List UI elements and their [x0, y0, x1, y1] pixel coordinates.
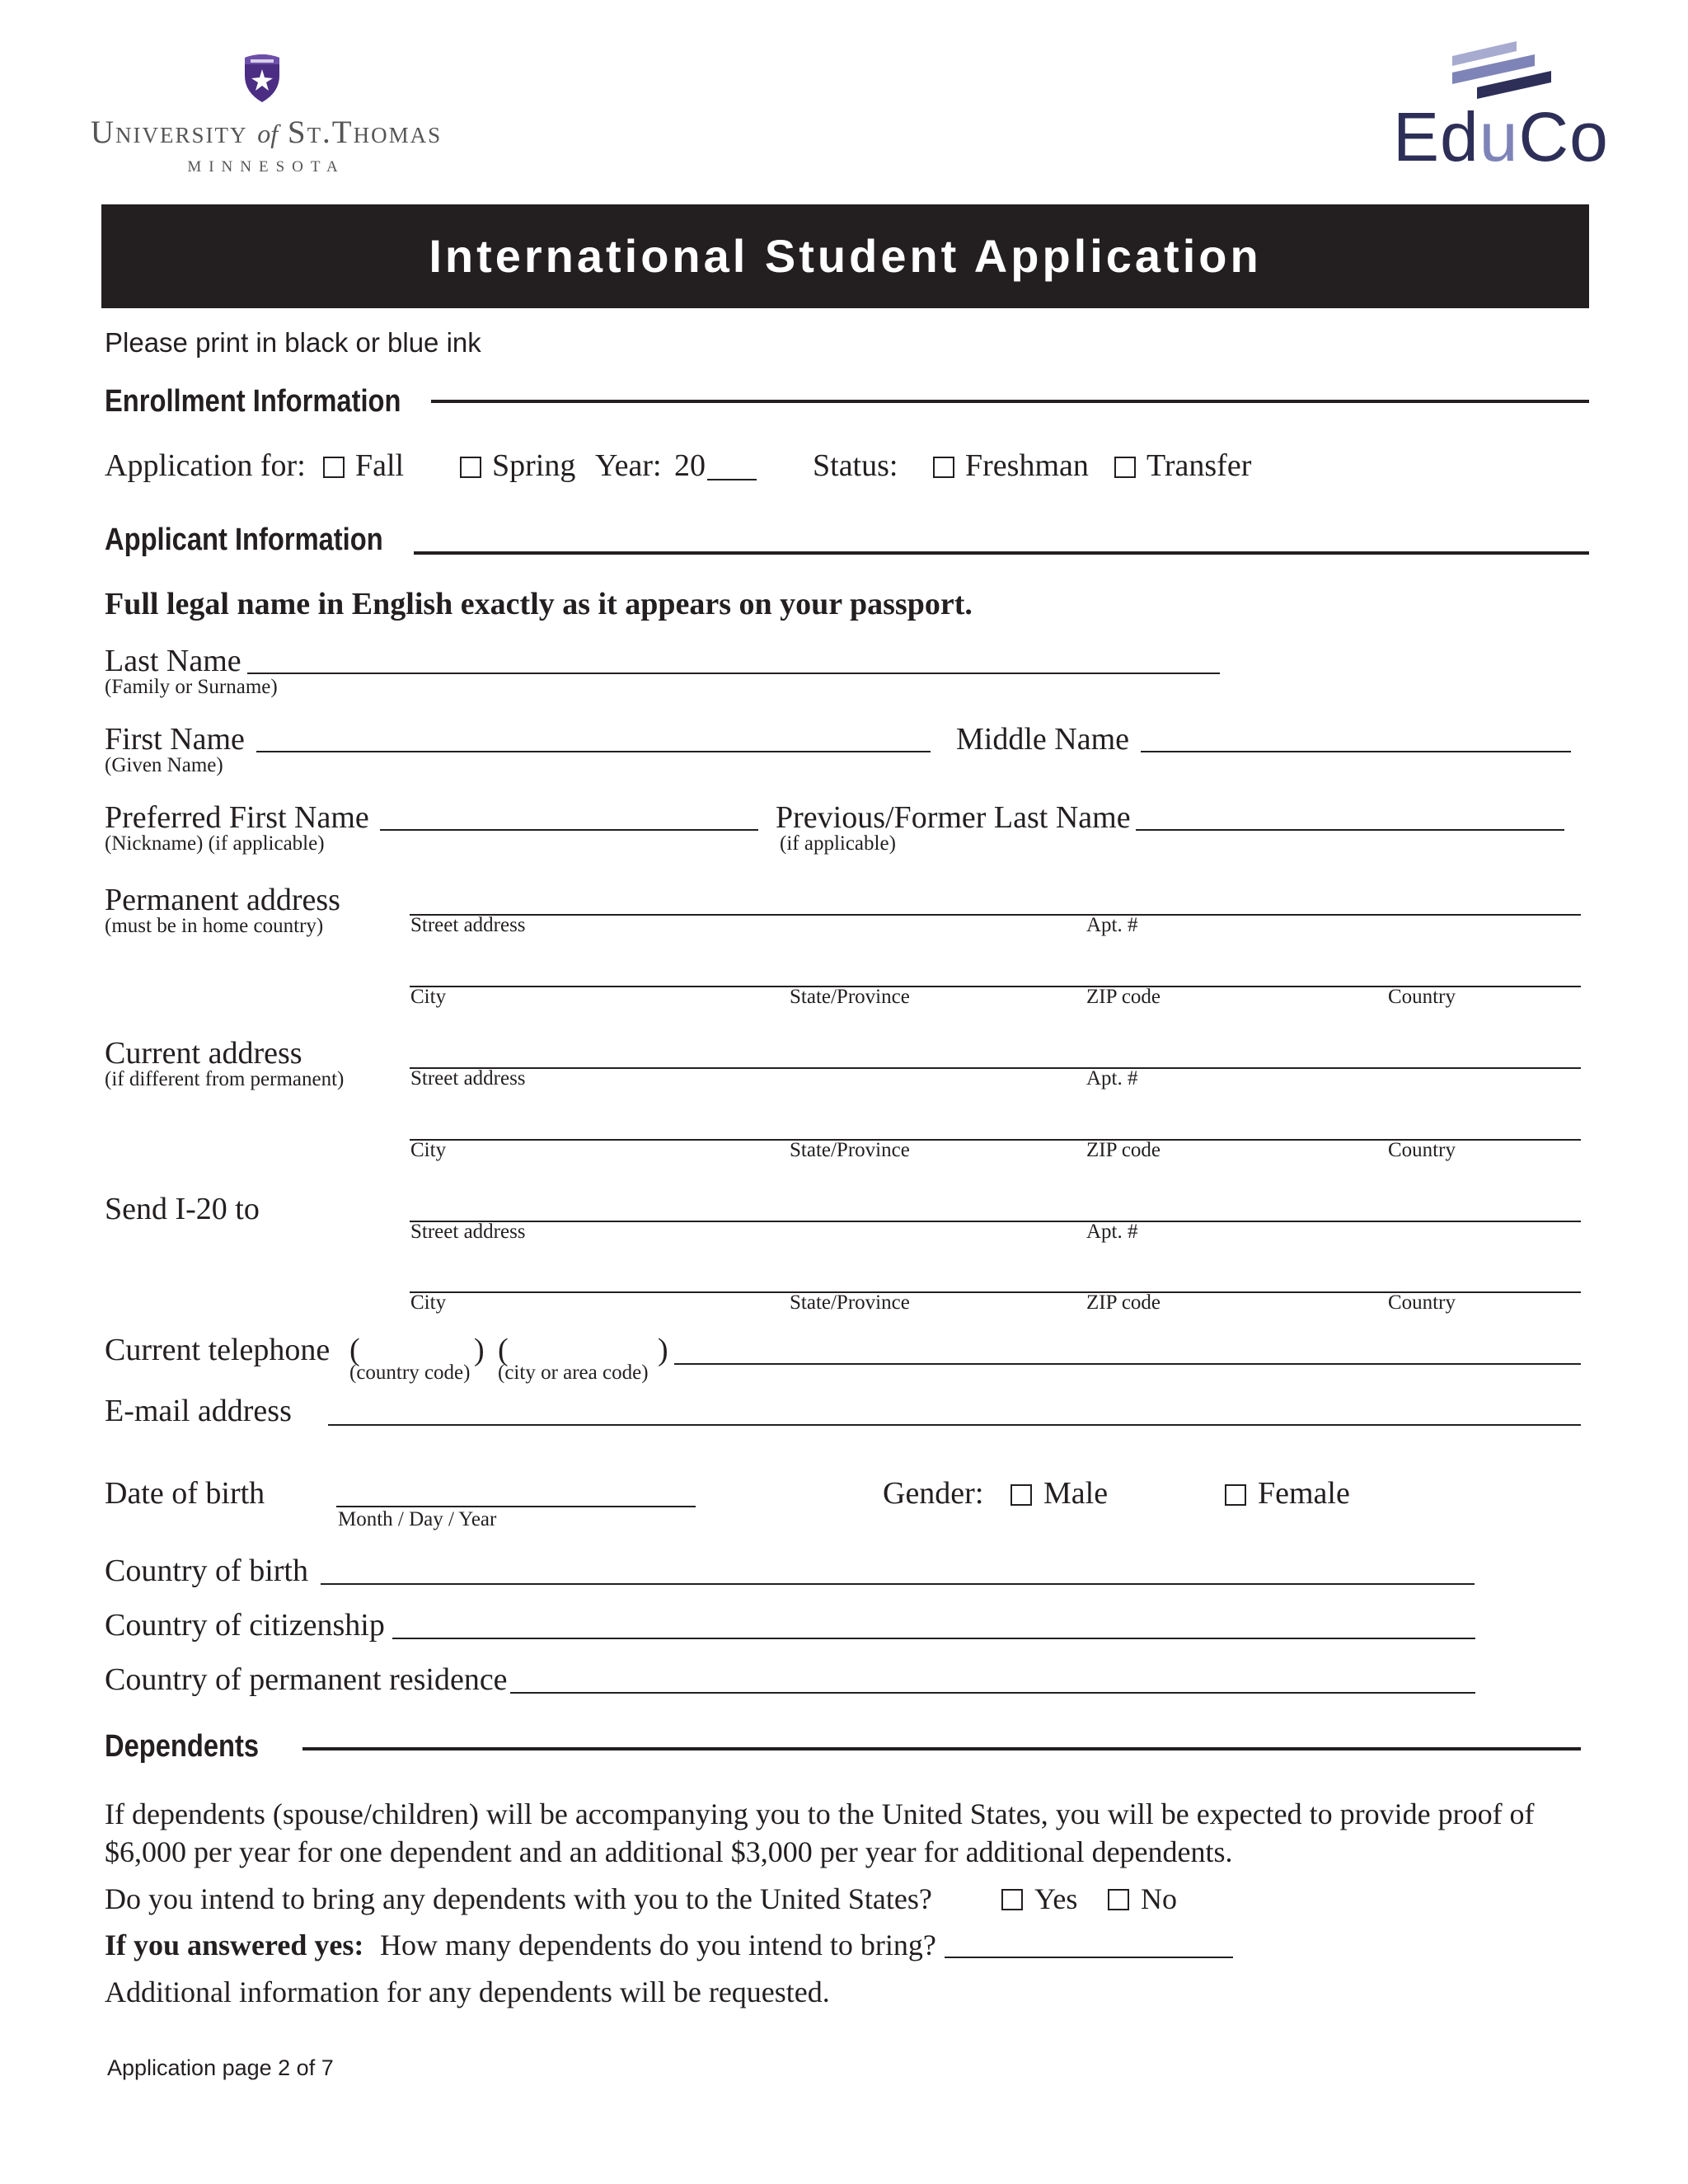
- how-many-input[interactable]: [945, 1957, 1233, 1958]
- middle-name-input[interactable]: [1141, 751, 1571, 752]
- dependents-yes-label: Yes: [1034, 1882, 1078, 1915]
- ust-name-part1: University: [90, 115, 248, 150]
- last-name-label: Last Name: [105, 644, 241, 678]
- year-label: Year:: [595, 448, 662, 483]
- fall-checkbox[interactable]: [323, 457, 345, 478]
- country-citizenship-label: Country of citizenship: [105, 1608, 385, 1643]
- country-code-paren-close: ): [474, 1333, 485, 1367]
- preferred-name-input[interactable]: [380, 829, 758, 831]
- dependents-no-label: No: [1141, 1882, 1177, 1915]
- status-label: Status:: [813, 448, 898, 483]
- male-label: Male: [1043, 1476, 1109, 1511]
- country-code-sub: (country code): [349, 1361, 471, 1384]
- name-instruction: Full legal name in English exactly as it appears on your passport.: [105, 587, 973, 621]
- i20-country-label: Country: [1388, 1291, 1456, 1314]
- spring-label: Spring: [492, 448, 576, 483]
- how-many-question: How many dependents do you intend to bring?: [380, 1929, 936, 1961]
- page-title: International Student Application: [429, 230, 1262, 282]
- ink-note: Please print in black or blue ink: [105, 327, 481, 358]
- country-citizenship-input[interactable]: [392, 1638, 1475, 1639]
- last-name-input[interactable]: [247, 673, 1220, 674]
- i20-street-label: Street address: [410, 1221, 526, 1243]
- permanent-street-label: Street address: [410, 914, 526, 936]
- permanent-state-label: State/Province: [790, 986, 910, 1008]
- dependents-paragraph-line2: $6,000 per year for one dependent and an additional $3,000 per year for additional dependents.: [105, 1835, 1233, 1868]
- dob-label: Date of birth: [105, 1476, 265, 1511]
- current-zip-label: ZIP code: [1086, 1139, 1161, 1161]
- country-residence-label: Country of permanent residence: [105, 1662, 508, 1697]
- ust-logo: [73, 49, 460, 181]
- area-code-sub: (city or area code): [498, 1361, 649, 1384]
- preferred-name-sub: (Nickname) (if applicable): [105, 832, 325, 855]
- current-address-sub: (if different from permanent): [105, 1068, 345, 1090]
- year-input[interactable]: [707, 479, 757, 480]
- dob-input[interactable]: [336, 1506, 696, 1507]
- applicant-heading: Applicant Information: [105, 523, 383, 557]
- year-prefix: 20: [674, 448, 706, 483]
- transfer-checkbox[interactable]: [1114, 457, 1136, 478]
- i20-apt-label: Apt. #: [1086, 1221, 1138, 1243]
- country-code-paren-open: (: [349, 1333, 360, 1367]
- freshman-label: Freshman: [965, 448, 1089, 483]
- permanent-apt-label: Apt. #: [1086, 914, 1138, 936]
- previous-name-sub: (if applicable): [780, 832, 896, 855]
- ust-name-of: of: [257, 119, 279, 148]
- email-label: E-mail address: [105, 1394, 292, 1428]
- area-code-paren-open: (: [498, 1333, 509, 1367]
- female-label: Female: [1258, 1476, 1350, 1511]
- last-name-sub: (Family or Surname): [105, 676, 278, 698]
- page-number: Application page 2 of 7: [107, 2055, 334, 2080]
- female-checkbox[interactable]: [1225, 1484, 1246, 1506]
- permanent-city-label: City: [410, 986, 447, 1008]
- first-name-sub: (Given Name): [105, 754, 223, 776]
- previous-name-input[interactable]: [1136, 829, 1564, 831]
- previous-name-label: Previous/Former Last Name: [776, 800, 1131, 835]
- dependents-question: Do you intend to bring any dependents with you to the United States?: [105, 1882, 932, 1915]
- educo-bars-icon: [1444, 41, 1551, 99]
- freshman-checkbox[interactable]: [933, 457, 954, 478]
- dependents-paragraph-line1: If dependents (spouse/children) will be accompanying you to the United States, you will be expected to provide proof of: [105, 1797, 1535, 1830]
- male-checkbox[interactable]: [1010, 1484, 1032, 1506]
- email-input[interactable]: [328, 1424, 1581, 1426]
- first-name-label: First Name: [105, 722, 245, 757]
- current-country-label: Country: [1388, 1139, 1456, 1161]
- additional-info-text: Additional information for any dependents will be requested.: [105, 1975, 830, 2008]
- transfer-label: Transfer: [1146, 448, 1252, 483]
- educo-text-part1: Ed: [1393, 98, 1479, 176]
- i20-zip-label: ZIP code: [1086, 1291, 1161, 1314]
- country-birth-input[interactable]: [321, 1583, 1475, 1585]
- educo-text-part2: u: [1479, 98, 1519, 176]
- enrollment-rule: [431, 400, 1589, 403]
- current-street-input[interactable]: [410, 1067, 1581, 1069]
- current-city-label: City: [410, 1139, 447, 1161]
- preferred-name-label: Preferred First Name: [105, 800, 369, 835]
- educo-logo: [1393, 41, 1624, 176]
- applicant-rule: [414, 551, 1589, 555]
- dependents-yes-checkbox[interactable]: [1001, 1889, 1023, 1910]
- i20-city-label: City: [410, 1291, 447, 1314]
- first-name-input[interactable]: [256, 751, 931, 752]
- ust-subtitle: MINNESOTA: [187, 158, 345, 176]
- current-street-label: Street address: [410, 1067, 526, 1090]
- permanent-address-label: Permanent address: [105, 883, 340, 917]
- telephone-input[interactable]: [674, 1363, 1581, 1365]
- current-state-label: State/Province: [790, 1139, 910, 1161]
- permanent-street-input[interactable]: [410, 914, 1581, 916]
- permanent-address-sub: (must be in home country): [105, 915, 324, 937]
- title-band: [101, 204, 1589, 308]
- ust-name-part2: St.Thomas: [287, 115, 443, 150]
- dependents-heading: Dependents: [105, 1729, 260, 1764]
- country-residence-input[interactable]: [510, 1692, 1475, 1694]
- dependents-no-checkbox[interactable]: [1108, 1889, 1129, 1910]
- gender-label: Gender:: [883, 1476, 984, 1511]
- send-i20-label: Send I-20 to: [105, 1192, 260, 1226]
- i20-state-label: State/Province: [790, 1291, 910, 1314]
- educo-text-part3: Co: [1518, 98, 1609, 176]
- telephone-label: Current telephone: [105, 1333, 331, 1367]
- dob-sub: Month / Day / Year: [338, 1508, 497, 1530]
- if-yes-label: If you answered yes:: [105, 1929, 364, 1961]
- current-address-label: Current address: [105, 1036, 302, 1071]
- fall-label: Fall: [355, 448, 405, 483]
- i20-street-input[interactable]: [410, 1221, 1581, 1222]
- enrollment-heading: Enrollment Information: [105, 384, 401, 419]
- country-birth-label: Country of birth: [105, 1554, 308, 1588]
- shield-icon: [241, 51, 283, 104]
- permanent-zip-label: ZIP code: [1086, 986, 1161, 1008]
- permanent-country-label: Country: [1388, 986, 1456, 1008]
- current-apt-label: Apt. #: [1086, 1067, 1138, 1090]
- dependents-rule: [302, 1747, 1581, 1750]
- spring-checkbox[interactable]: [460, 457, 481, 478]
- area-code-paren-close: ): [658, 1333, 668, 1367]
- ust-wordmark: [73, 114, 460, 151]
- middle-name-label: Middle Name: [956, 722, 1130, 757]
- educo-wordmark: [1393, 97, 1609, 177]
- application-for-label: Application for:: [105, 448, 306, 483]
